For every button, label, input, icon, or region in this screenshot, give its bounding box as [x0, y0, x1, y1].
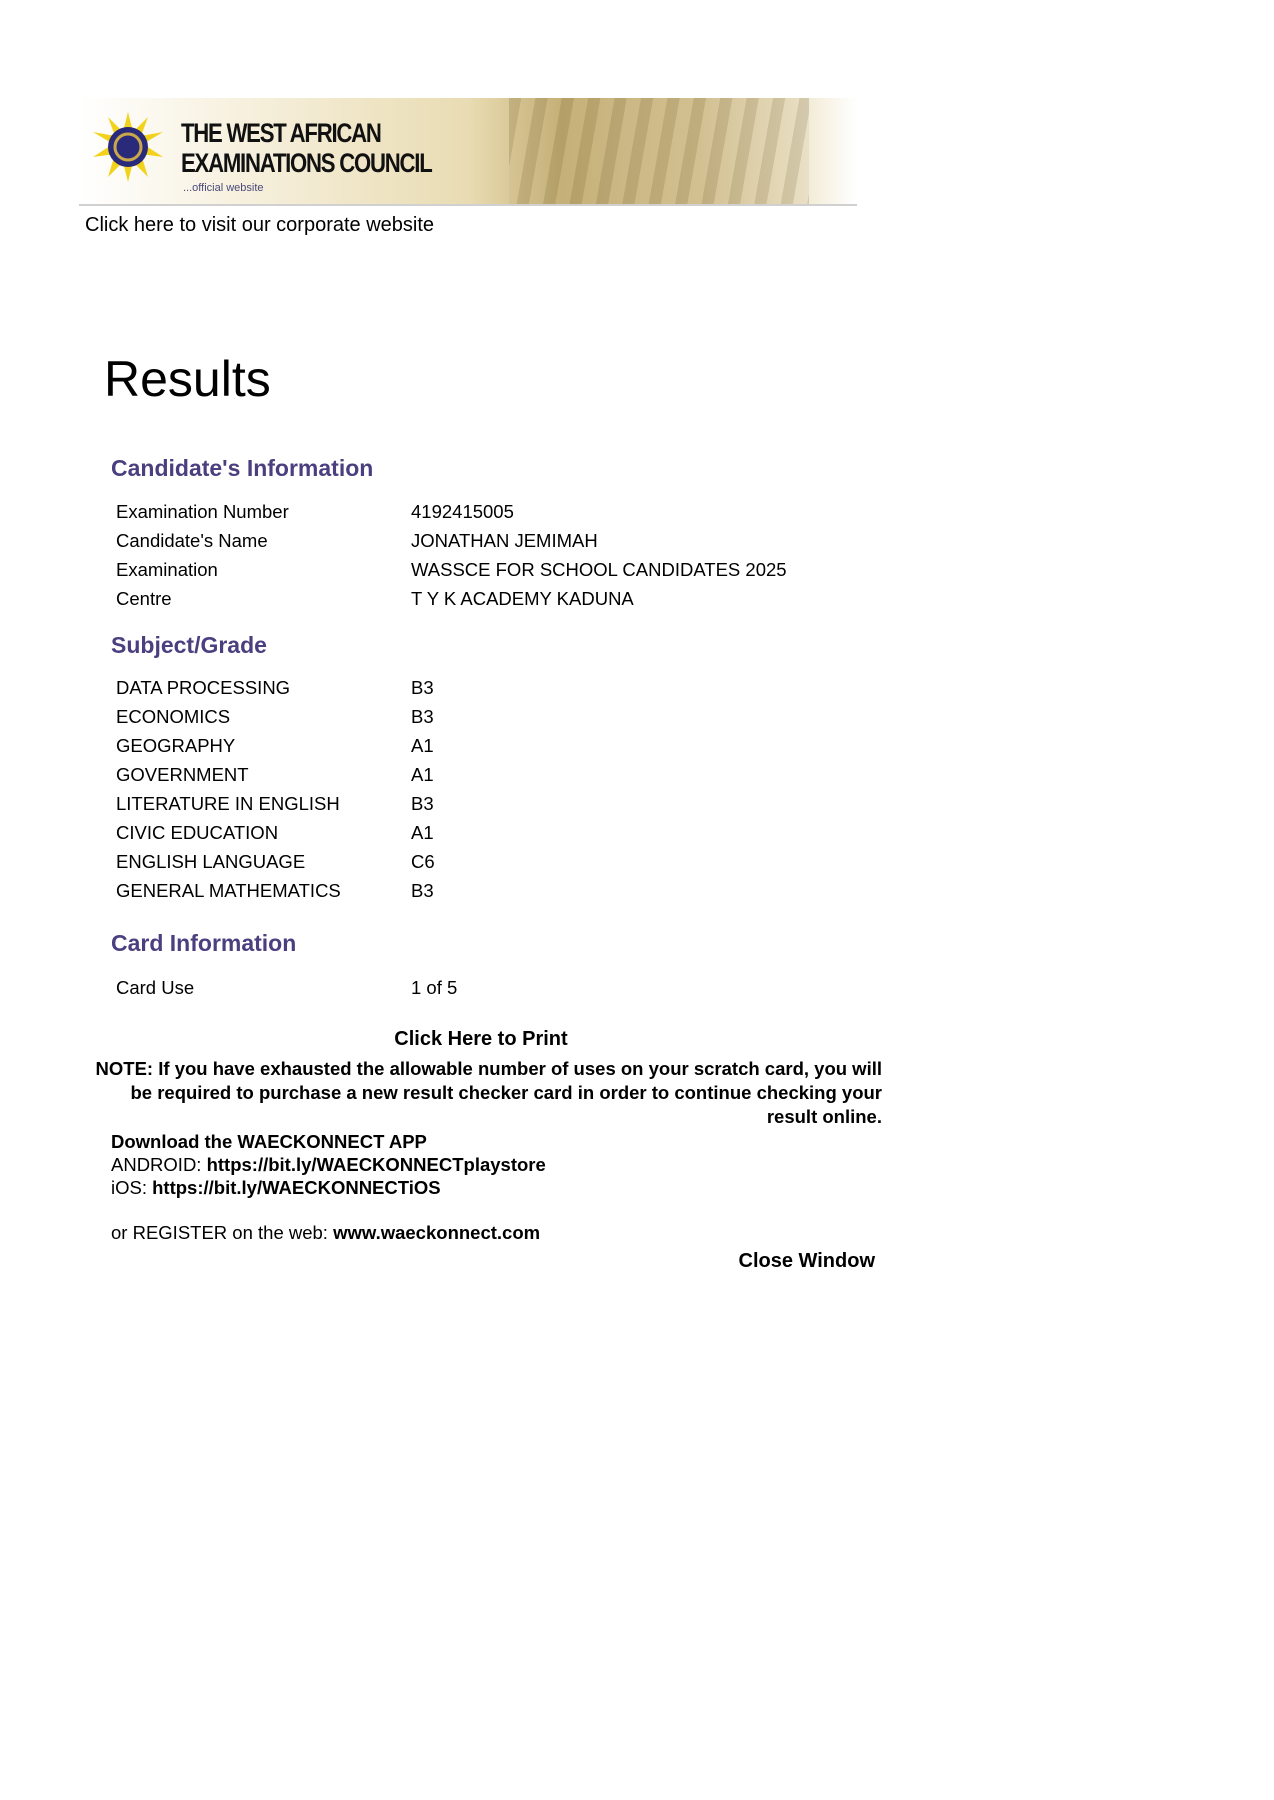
candidate-info-heading: Candidate's Information [111, 455, 374, 481]
info-label: Examination [116, 559, 218, 580]
subject-name: GOVERNMENT [116, 764, 249, 785]
subject-grade: B3 [411, 880, 434, 901]
subject-grade: A1 [411, 822, 434, 843]
subject-name: ENGLISH LANGUAGE [116, 851, 306, 872]
waec-banner [79, 98, 857, 206]
card-use-label: Card Use [116, 977, 195, 998]
register-line [111, 1222, 540, 1244]
info-label: Examination Number [116, 501, 289, 522]
subject-grade: B3 [411, 793, 434, 814]
logo-tagline: ...official website [183, 182, 264, 194]
logo-text-line2: EXAMINATIONS COUNCIL [181, 148, 432, 178]
info-value: 4192415005 [411, 501, 514, 522]
scratch-card-note [80, 1057, 882, 1129]
register-url[interactable]: www.waeckonnect.com [333, 1222, 541, 1243]
subject-name: ECONOMICS [116, 706, 231, 727]
subject-grade: B3 [411, 706, 434, 727]
subject-name: GEOGRAPHY [116, 735, 236, 756]
corporate-website-link[interactable]: Click here to visit our corporate website [85, 214, 435, 236]
info-label: Candidate's Name [116, 530, 268, 551]
info-value: JONATHAN JEMIMAH [411, 530, 598, 551]
info-value: WASSCE FOR SCHOOL CANDIDATES 2025 [411, 559, 787, 580]
subject-grade: C6 [411, 851, 435, 872]
note-prefix: NOTE: [95, 1058, 154, 1079]
subject-name: LITERATURE IN ENGLISH [116, 793, 340, 814]
subject-name: GENERAL MATHEMATICS [116, 880, 341, 901]
register-label: or REGISTER on the web: [111, 1222, 328, 1243]
card-use-value: 1 of 5 [411, 977, 458, 998]
android-label: ANDROID: [111, 1154, 202, 1175]
info-label: Centre [116, 588, 172, 609]
print-link[interactable]: Click Here to Print [394, 1028, 568, 1050]
subject-grade: A1 [411, 735, 434, 756]
android-line [111, 1154, 546, 1176]
card-info-heading: Card Information [111, 930, 297, 956]
ios-line [111, 1177, 441, 1199]
waec-seal-icon [93, 112, 163, 182]
android-url[interactable]: https://bit.ly/WAECKONNECTplaystore [206, 1154, 546, 1175]
close-window-link[interactable]: Close Window [738, 1250, 875, 1272]
subject-grade-heading: Subject/Grade [111, 632, 267, 658]
banner-photo [509, 98, 809, 204]
info-value: T Y K ACADEMY KADUNA [411, 588, 634, 609]
ios-label: iOS: [111, 1177, 147, 1198]
page-title: Results [104, 351, 271, 407]
app-download-heading: Download the WAECKONNECT APP [111, 1131, 427, 1152]
subject-name: CIVIC EDUCATION [116, 822, 279, 843]
note-text: If you have exhausted the allowable number of uses on your scratch card, you will be required to purchase a new result checker card in order to continue checking your result online. [130, 1058, 882, 1127]
subject-grade: A1 [411, 764, 434, 785]
logo-text-line1: THE WEST AFRICAN [181, 118, 381, 148]
subject-grade: B3 [411, 677, 434, 698]
subject-name: DATA PROCESSING [116, 677, 291, 698]
ios-url[interactable]: https://bit.ly/WAECKONNECTiOS [152, 1177, 441, 1198]
